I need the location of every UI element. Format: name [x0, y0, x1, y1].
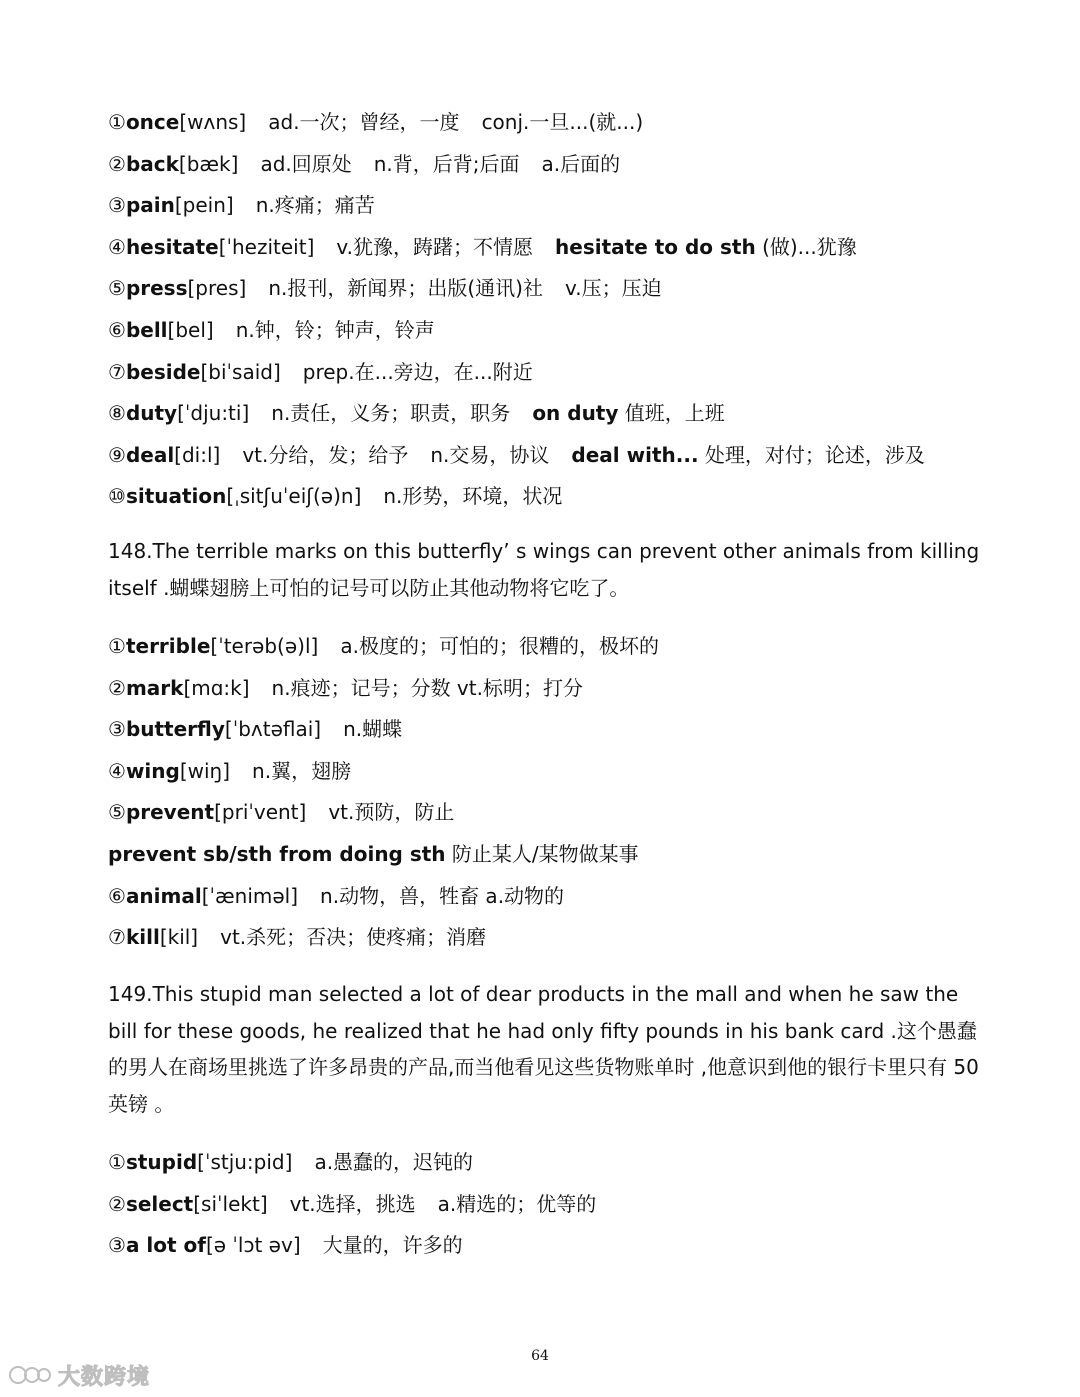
entry-head	[108, 276, 246, 300]
entry-number: ⑨	[108, 442, 126, 467]
entry-word: back	[125, 151, 179, 176]
entry-definition: a.后面的	[541, 151, 621, 176]
entry-phonetic: [ˌsitʃuˈeiʃ(ə)n]	[226, 484, 362, 509]
entry-phonetic: [mɑ:k]	[183, 675, 250, 700]
entry-head	[108, 925, 198, 949]
entry-number: ⑧	[108, 401, 126, 426]
entry-number: ④	[108, 758, 126, 783]
entry-word: prevent	[125, 800, 215, 825]
entry-word: hesitate	[125, 234, 219, 259]
vocab-entry	[108, 625, 988, 667]
entry-phonetic: [siˈlekt]	[193, 1191, 268, 1216]
entry-definition: a.极度的；可怕的；很糟的，极坏的	[340, 634, 659, 658]
vocab-entry	[108, 708, 988, 750]
entry-definition: n.钟，铃；钟声，铃声	[235, 318, 435, 342]
entry-definition: conj.一旦...(就...)	[481, 110, 644, 134]
phrase-text: deal with...	[571, 442, 699, 467]
sentence-148: 148.The terrible marks on this butterfly’ s wings can prevent other animals from killing itself .蝴蝶翅膀上可怕的记号可以防止其他动物将它吃了。	[108, 539, 980, 600]
vocab-entry	[108, 184, 988, 226]
entry-word: stupid	[125, 1150, 198, 1174]
entry-head	[108, 110, 246, 134]
entry-number: ①	[108, 1150, 126, 1174]
entry-definition: 大量的，许多的	[322, 1233, 463, 1258]
entry-head	[108, 884, 298, 908]
vocab-entry	[108, 101, 988, 143]
entry-number: ⑤	[108, 276, 126, 301]
entry-definition: n.形势，环境，状况	[383, 484, 563, 509]
entry-head	[108, 360, 281, 384]
entry-phonetic: [wʌns]	[179, 110, 247, 134]
entry-word: kill	[125, 925, 160, 950]
entry-word: press	[125, 276, 188, 301]
entry-head	[108, 676, 250, 700]
entry-phrase	[555, 235, 857, 259]
entry-number: ⑦	[108, 359, 126, 384]
entry-head	[108, 1192, 268, 1216]
entry-definition: v.犹豫，踌躇；不情愿	[336, 234, 534, 259]
entry-definition: vt.分给，发；给予	[242, 442, 409, 467]
watermark-logo-icon	[8, 1362, 52, 1388]
entry-definition: n.痕迹；记号；分数 vt.标明；打分	[271, 675, 583, 700]
entry-number: ③	[108, 717, 126, 742]
entry-definition: n.翼，翅膀	[252, 758, 352, 783]
entry-head	[108, 235, 314, 259]
entry-definition: vt.预防，防止	[328, 800, 455, 825]
entry-head	[108, 443, 220, 467]
entry-phonetic: [ˈdju:ti]	[177, 401, 250, 426]
vocab-entry	[108, 392, 988, 434]
entry-word: wing	[125, 758, 180, 783]
entry-number: ①	[108, 110, 126, 134]
entry-phonetic: [ˈænimәl]	[201, 883, 299, 908]
phrase-text: prevent sb/sth from doing sth	[108, 842, 446, 866]
phrase-definition: 处理，对付；论述，涉及	[704, 442, 925, 467]
entry-head	[108, 1150, 292, 1174]
entry-definition: v.压；压迫	[564, 276, 662, 301]
entry-head	[108, 484, 361, 508]
watermark	[8, 1360, 150, 1390]
entry-number: ①	[108, 634, 126, 658]
vocab-entry	[108, 667, 988, 709]
entry-word: bell	[125, 318, 168, 342]
entry-definition: n.疼痛；痛苦	[255, 193, 375, 218]
entry-head	[108, 634, 318, 658]
entry-head	[108, 759, 230, 783]
entry-definition: a.愚蠢的，迟钝的	[314, 1150, 474, 1174]
entry-number: ⑥	[108, 318, 126, 342]
entry-number: ③	[108, 1233, 126, 1258]
entry-head	[108, 1233, 301, 1257]
entry-word: duty	[125, 401, 178, 426]
entry-word: terrible	[125, 634, 211, 658]
watermark-text: 大数跨境	[58, 1364, 151, 1390]
entry-phrase	[108, 842, 639, 866]
entry-number: ⑩	[108, 484, 126, 509]
entry-phonetic: [ə ˈlɔt əv]	[205, 1233, 301, 1258]
entry-phonetic: [ˈheziteit]	[218, 234, 315, 259]
entry-head	[108, 717, 321, 741]
entry-definition: prep.在...旁边，在...附近	[302, 359, 533, 384]
phrase-definition: 防止某人/某物做某事	[451, 842, 639, 866]
entry-definition: ad.一次；曾经，一度	[268, 110, 460, 134]
vocab-entry	[108, 475, 988, 517]
vocab-entry	[108, 267, 988, 309]
entry-definition: ad.回原处	[260, 151, 352, 176]
phrase-text: on duty	[532, 401, 619, 426]
vocab-entry	[108, 791, 988, 833]
entry-word: a lot of	[125, 1233, 206, 1258]
entry-phonetic: [ˈstju:pid]	[197, 1150, 293, 1174]
phrase-definition: 值班，上班	[624, 401, 725, 426]
vocab-entry	[108, 916, 988, 958]
vocab-entry	[108, 434, 988, 476]
vocab-entry	[108, 309, 988, 351]
entry-word: select	[125, 1191, 194, 1216]
phrase-definition: (做)...犹豫	[762, 234, 857, 259]
entry-phonetic: [pein]	[174, 193, 234, 218]
vocab-entry	[108, 1141, 988, 1183]
vocab-entry	[108, 833, 988, 875]
entry-number: ⑤	[108, 800, 126, 825]
entry-definition: vt.选择，挑选	[289, 1191, 416, 1216]
entry-head	[108, 318, 214, 342]
entry-definition: n.动物，兽，牲畜 a.动物的	[320, 883, 565, 908]
entry-phonetic: [bel]	[167, 318, 214, 342]
entry-definition: n.报刊，新闻界；出版(通讯)社	[268, 276, 543, 301]
entry-number: ②	[108, 1191, 126, 1216]
entry-phonetic: [di:l]	[174, 442, 221, 467]
entry-word: pain	[125, 193, 175, 218]
page-number: 64	[531, 1348, 549, 1364]
entry-definition: a.精选的；优等的	[437, 1191, 597, 1216]
entry-word: butterfly	[125, 717, 225, 742]
entry-phonetic: [bæk]	[178, 151, 239, 176]
entry-definition: n.交易，协议	[430, 442, 550, 467]
entry-number: ⑦	[108, 925, 126, 950]
entry-head	[108, 152, 238, 176]
entry-head	[108, 193, 234, 217]
entry-word: deal	[125, 442, 175, 467]
entry-head	[108, 800, 306, 824]
entry-phonetic: [pres]	[187, 276, 247, 301]
entry-word: mark	[125, 675, 184, 700]
entry-number: ⑥	[108, 883, 126, 908]
entry-definition: n.背，后背;后面	[373, 151, 520, 176]
entry-phonetic: [ˈbʌtəflai]	[224, 717, 322, 742]
entry-phonetic: [wiŋ]	[179, 758, 231, 783]
vocab-entry	[108, 226, 988, 268]
entry-phonetic: [ˈterəb(ə)l]	[210, 634, 319, 658]
entry-number: ②	[108, 151, 126, 176]
sentence-149: 149.This stupid man selected a lot of dear products in the mall and when he saw the bill for these goods, he realized that he had only fifty pounds in his bank card .这个愚蠢的男人在商场里挑选了许多昂贵的产品,而当他看见这些货物账单时 ,他意识到他的银行卡里只有 50 英镑 。	[108, 982, 979, 1116]
entry-word: situation	[125, 484, 227, 509]
vocab-entry	[108, 351, 988, 393]
vocab-entry	[108, 143, 988, 185]
entry-word: animal	[125, 883, 202, 908]
entry-definition: vt.杀死；否决；使疼痛；消磨	[220, 925, 487, 950]
vocab-entry	[108, 1183, 988, 1225]
entry-phonetic: [biˈsaid]	[200, 359, 281, 384]
entry-definition: n.责任，义务；职责，职务	[271, 401, 511, 426]
entry-phonetic: [kil]	[159, 925, 199, 950]
vocab-entry	[108, 875, 988, 917]
vocab-entry	[108, 1224, 988, 1266]
entry-number: ④	[108, 234, 126, 259]
phrase-text: hesitate to do sth	[555, 234, 756, 259]
entry-word: once	[125, 110, 180, 134]
entry-number: ②	[108, 675, 126, 700]
entry-definition: n.蝴蝶	[343, 717, 403, 742]
entry-head	[108, 401, 249, 425]
entry-number: ③	[108, 193, 126, 218]
entry-phonetic: [priˈvent]	[214, 800, 307, 825]
entry-phrase	[571, 443, 924, 467]
vocab-entry	[108, 750, 988, 792]
entry-phrase	[532, 401, 724, 425]
entry-word: beside	[125, 359, 201, 384]
